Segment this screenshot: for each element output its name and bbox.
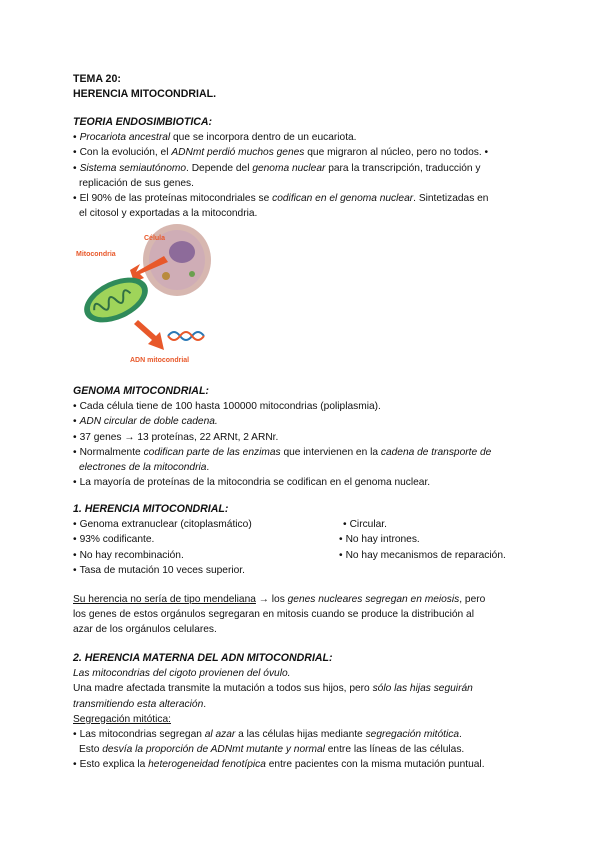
herencia2-bullet-1b: Esto desvía la proporción de ADNmt mutante y normal entre las líneas de las células. bbox=[79, 744, 465, 756]
herencia2-seg-heading: Segregación mitótica: bbox=[73, 713, 171, 725]
mendel-line-1: Su herencia no sería de tipo mendeliana → los genes nucleares segregan en meiosis, pero bbox=[73, 594, 486, 605]
cell-organelle-2 bbox=[189, 271, 195, 277]
section-herencia-2 bbox=[73, 651, 530, 773]
herencia1-row-4 bbox=[73, 563, 530, 578]
label-cell: Célula bbox=[144, 235, 166, 242]
genoma-bullet-4-cont: electrones de la mitocondria. bbox=[79, 462, 210, 474]
mendel-line-3: azar de los orgánulos celulares. bbox=[73, 624, 217, 636]
herencia1-right-3: • No hay mecanismos de reparación. bbox=[339, 548, 506, 563]
herencia1-row-2 bbox=[73, 532, 530, 547]
mitochondria-figure bbox=[74, 222, 224, 368]
heading-herencia-1: 1. HERENCIA MITOCONDRIAL: bbox=[73, 503, 229, 515]
heading-herencia-2: 2. HERENCIA MATERNA DEL ADN MITOCONDRIAL: bbox=[73, 652, 333, 664]
teoria-bullet-3: • Sistema semiautónomo. Depende del genoma nuclear para la transcripción, traducción y bbox=[73, 161, 530, 176]
label-mitochondria: Mitocondria bbox=[76, 251, 116, 258]
heading-genoma: GENOMA MITOCONDRIAL: bbox=[73, 385, 209, 397]
arrow-mito-to-dna bbox=[134, 320, 164, 350]
herencia1-right-1: • Circular. bbox=[343, 517, 387, 532]
dna-strand-2 bbox=[168, 332, 204, 340]
title-line-2: HERENCIA MITOCONDRIAL. bbox=[73, 88, 217, 100]
herencia2-p1: Una madre afectada transmite la mutación a todos sus hijos, pero sólo las hijas seguirán bbox=[73, 683, 473, 695]
dna-strand-1 bbox=[168, 332, 204, 340]
paragraph-mendel bbox=[73, 592, 530, 638]
herencia1-row-1 bbox=[73, 517, 530, 532]
herencia2-p2: transmitiendo esta alteración. bbox=[73, 698, 207, 710]
section-genoma bbox=[73, 384, 530, 490]
label-dna: ADN mitocondrial bbox=[130, 357, 190, 364]
herencia1-row-3 bbox=[73, 548, 530, 563]
title-line-1: TEMA 20: bbox=[73, 73, 121, 85]
genoma-bullet-3: • 37 genes → 13 proteínas, 22 ARNt, 2 ARNr. bbox=[73, 430, 530, 445]
herencia1-left-1: • Genoma extranuclear (citoplasmático) bbox=[73, 519, 252, 530]
genoma-bullet-4: • Normalmente codifican parte de las enzimas que intervienen en la cadena de transporte de bbox=[73, 445, 530, 460]
heading-teoria: TEORIA ENDOSIMBIOTICA: bbox=[73, 116, 213, 128]
teoria-bullet-4-cont: el citosol y exportadas a la mitocondria. bbox=[79, 208, 258, 220]
teoria-bullet-3-cont: replicación de sus genes. bbox=[79, 177, 194, 189]
doc-title bbox=[73, 72, 530, 102]
herencia1-left-3: • No hay recombinación. bbox=[73, 550, 184, 561]
genoma-bullet-2: • ADN circular de doble cadena. bbox=[73, 414, 530, 429]
herencia1-right-2: • No hay intrones. bbox=[339, 532, 420, 547]
cell-organelle bbox=[162, 272, 170, 280]
herencia2-bullet-2: • Esto explica la heterogeneidad fenotípica entre pacientes con la misma mutación puntual. bbox=[73, 757, 530, 772]
teoria-bullet-2: • Con la evolución, el ADNmt perdió muchos genes que migraron al núcleo, pero no todos. • bbox=[73, 145, 530, 160]
section-herencia-1 bbox=[73, 502, 530, 578]
mendel-line-2: los genes de estos orgánulos segregaran en mitosis cuando se produce la distribución al bbox=[73, 609, 474, 621]
genoma-bullet-1: • Cada célula tiene de 100 hasta 100000 mitocondrias (poliplasmia). bbox=[73, 399, 530, 414]
herencia1-left-2: • 93% codificante. bbox=[73, 534, 154, 545]
section-teoria bbox=[73, 115, 530, 221]
herencia2-bullet-1: • Las mitocondrias segregan al azar a las células hijas mediante segregación mitótica. bbox=[73, 727, 530, 742]
teoria-bullet-4: • El 90% de las proteínas mitocondriales se codifican en el genoma nuclear. Sintetizadas en bbox=[73, 191, 530, 206]
genoma-bullet-5: • La mayoría de proteínas de la mitocondria se codifican en el genoma nuclear. bbox=[73, 475, 530, 490]
cell-nucleus bbox=[169, 241, 195, 263]
herencia2-sub: Las mitocondrias del cigoto provienen del óvulo. bbox=[73, 668, 291, 680]
teoria-bullet-1: • Procariota ancestral que se incorpora dentro de un eucariota. bbox=[73, 130, 530, 145]
herencia1-left-4: • Tasa de mutación 10 veces superior. bbox=[73, 565, 245, 576]
